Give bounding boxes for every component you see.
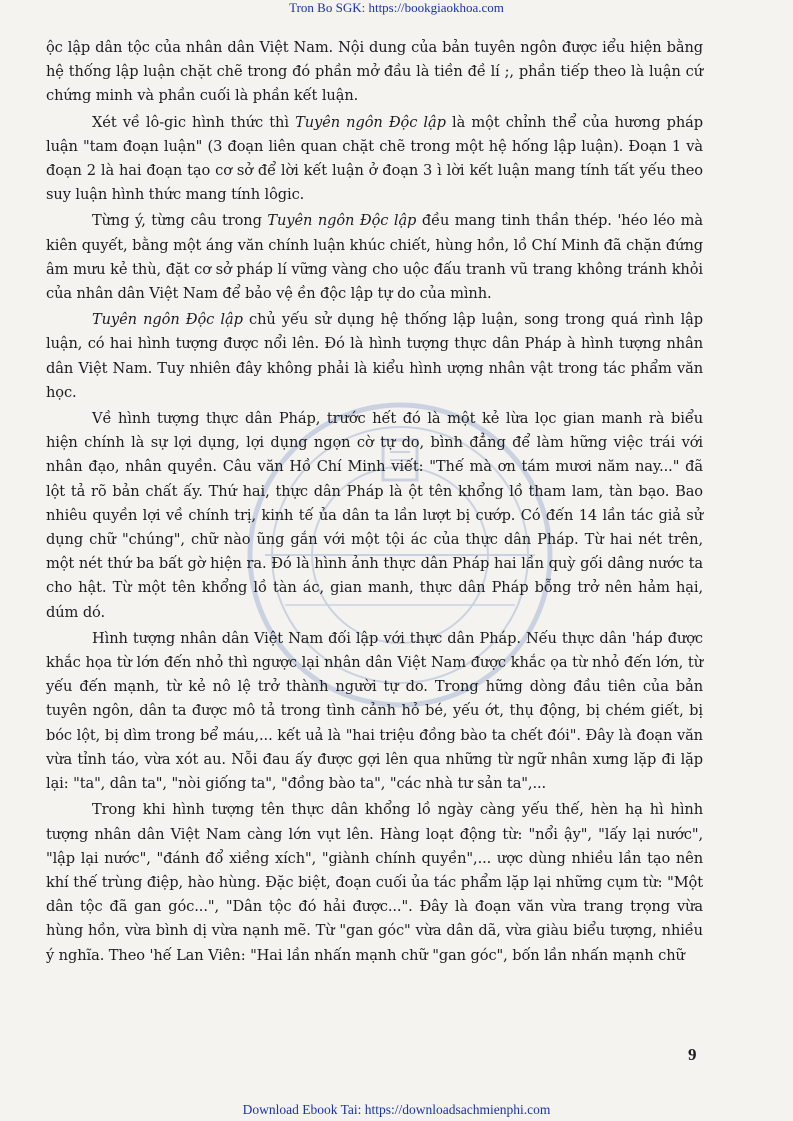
page-number: 9 [688, 1045, 697, 1064]
footer-download-link[interactable]: Download Ebook Tai: https://downloadsachmienphi.com [242, 1102, 551, 1117]
paragraph-text: Xét về lô-gic hình thức thì [92, 113, 296, 131]
paragraph-text: Hình tượng nhân dân Việt Nam đối lập với thực dân Pháp. Nếu thực dân 'háp được khắc họa từ lớn đến nhỏ thì ngược lại nhân dân Việt Nam được khắc ọa từ nhỏ đến lớn, từ yếu đến mạnh, từ kẻ nô lệ trở thành người tự do. Trong hững dòng đầu tiên của bản tuyên ngôn, dân ta được mô tả trong tình cảnh hỏ bé, yếu ớt, thụ động, bị chém giết, bị bóc lột, bị dìm trong bể máu,... kết uả là "hai triệu đồng bào ta chết đói". Đây là đoạn văn vừa tỉnh táo, vừa xót au. Nỗi đau ấy được gợi lên qua những từ ngữ nhân xưng lặp đi lặp lại: "ta", dân ta", "nòi giống ta", "đồng bào ta", "các nhà tư sản ta",... [46, 629, 703, 793]
paragraph [46, 308, 703, 405]
paragraph [46, 111, 703, 208]
paragraph [46, 798, 703, 967]
paragraph-text: Về hình tượng thực dân Pháp, trước hết đó là một kẻ lừa lọc gian manh rà biểu hiện chính là sự lợi dụng, lợi dụng ngọn cờ tự do, bình đẳng để làm hững việc trái với nhân đạo, nhân quyền. Câu văn Hồ Chí Minh viết: "Thế mà ơn tám mươi năm nay..." đã lột tả rõ bản chất ấy. Thứ hai, thực dân Pháp là ột tên khổng lồ tham lam, tàn bạo. Bao nhiêu quyền lợi về chính trị, kinh tế ủa dân ta lần lượt bị cướp. Có đến 14 lần tác giả sử dụng chữ "chúng", chữ nào ũng gắn với một tội ác của thực dân Pháp. Từ hai nét trên, một nét thứ ba bất gờ hiện ra. Đó là hình ảnh thực dân Pháp hai lần quỳ gối dâng nước ta cho hật. Từ một tên khổng lồ tàn ác, gian manh, thực dân Pháp bỗng trở nên hảm hại, dúm dó. [46, 410, 703, 621]
header-source-link[interactable]: Tron Bo SGK: https://bookgiaokhoa.com [289, 0, 504, 15]
paragraph [46, 36, 703, 109]
paragraph-text: ộc lập dân tộc của nhân dân Việt Nam. Nội dung của bản tuyên ngôn được iểu hiện bằng hệ thống lập luận chặt chẽ trong đó phần mở đầu là tiền đề lí ;, phần tiếp theo là luận cứ chứng minh và phần cuối là phần kết luận. [46, 39, 703, 105]
paragraph-text: Trong khi hình tượng tên thực dân khổng lồ ngày càng yếu thế, hèn hạ hì hình tượng nhân dân Việt Nam càng lớn vụt lên. Hàng loạt động từ: "nổi ậy", "lấy lại nước", "lập lại nước", "đánh đổ xiềng xích", "giành chính quyền",... ược dùng nhiều lần tạo nên khí thế trùng điệp, hào hùng. Đặc biệt, đoạn cuối ủa tác phẩm lặp lại những cụm từ: "Một dân tộc đã gan góc...", "Dân tộc đó hải được...". Đây là đoạn văn vừa trang trọng vừa hùng hồn, vừa bình dị vừa nạnh mẽ. Từ "gan góc" vừa dân dã, vừa giàu biểu tượng, nhiều ý nghĩa. Theo 'hế Lan Viên: "Hai lần nhấn mạnh chữ "gan góc", bốn lần nhấn mạnh chữ [46, 801, 703, 964]
paragraph [46, 627, 703, 796]
italic-title: Tuyên ngôn Độc lập [267, 212, 417, 230]
italic-title: Tuyên ngôn Độc lập [92, 311, 243, 329]
page-body [46, 36, 703, 968]
paragraph [46, 407, 703, 625]
paragraph-text: là một chỉnh thể của hương pháp luận "tam đoạn luận" (3 đoạn liên quan chặt chẽ trong một hệ hống lập luận). Đoạn 1 và đoạn 2 là hai đoạn tạo cơ sở để lời kết luận ở đoạn 3 ì lời kết luận mang tính tất yếu theo suy luận hình thức mang tính lôgic. [46, 113, 703, 204]
paragraph-text: đều mang tinh thần thép. 'héo léo mà kiên quyết, bằng một áng văn chính luận khúc chiết, hùng hồn, lồ Chí Minh đã chặn đứng âm mưu kẻ thù, đặt cơ sở pháp lí vững vàng cho uộc đấu tranh vũ trang không tránh khỏi của nhân dân Việt Nam để bảo vệ ền độc lập tự do của mình. [46, 212, 704, 303]
paragraph-text: Từng ý, từng câu trong [92, 212, 268, 230]
paragraph-text: chủ yếu sử dụng hệ thống lập luận, song trong quá rình lập luận, có hai hình tượng được nổi lên. Đó là hình tượng thực dân Pháp à hình tượng nhân dân Việt Nam. Tuy nhiên đây không phải là kiểu hình ượng nhân vật trong tác phẩm văn học. [46, 311, 703, 401]
paragraph [46, 209, 703, 306]
italic-title: Tuyên ngôn Độc lập [295, 113, 446, 131]
